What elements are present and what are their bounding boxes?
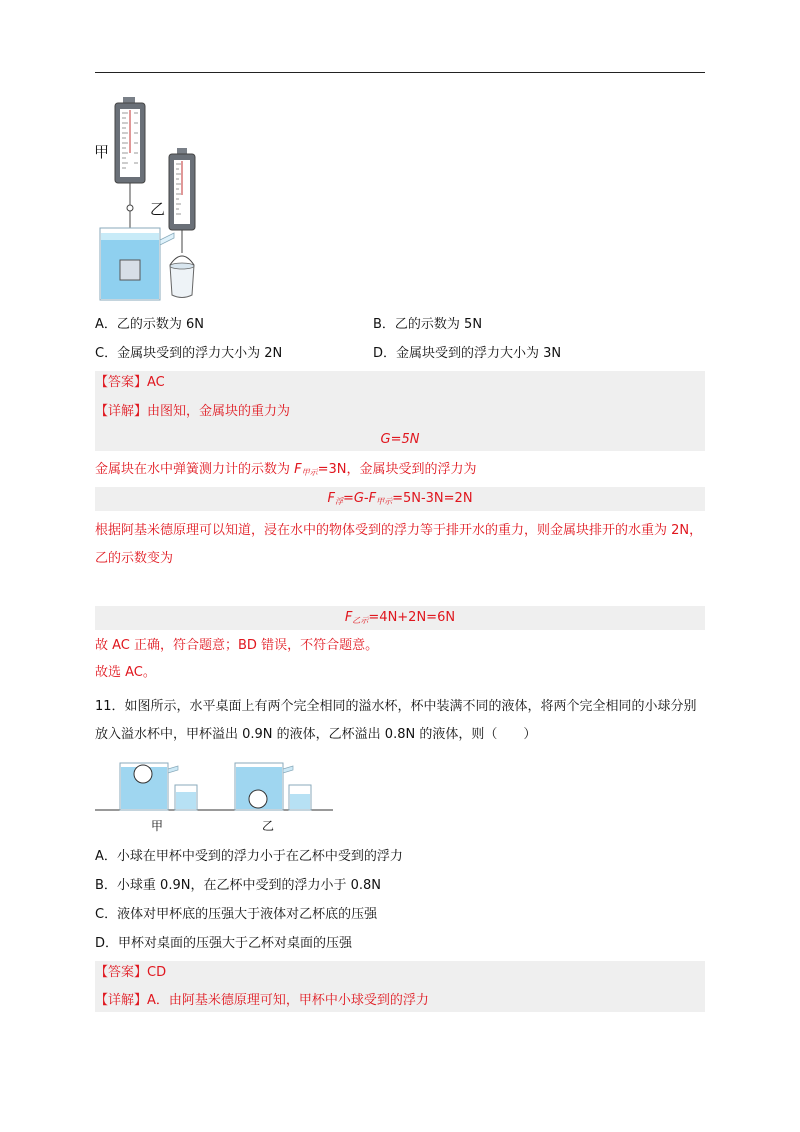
eq2-sub2: 甲示 <box>376 497 393 506</box>
header-rule <box>95 72 705 73</box>
equation-buoyancy <box>95 489 705 512</box>
equation-reading-yi <box>95 608 705 631</box>
option-c: C．金属块受到的浮力大小为 2N <box>95 346 283 361</box>
option-d: D．金属块受到的浮力大小为 3N <box>373 346 562 361</box>
option-a: A．乙的示数为 6N <box>95 317 205 332</box>
eq2-sub1: 浮 <box>334 497 343 506</box>
q11-option-d: D．甲杯对桌面的压强大于乙杯对桌面的压强 <box>95 936 353 951</box>
eq2-rest: =5N-3N=2N <box>392 491 473 506</box>
reading-text-b: =3N，金属块受到的浮力为 <box>317 462 477 477</box>
eq2-mid: =G-F <box>342 491 377 506</box>
equation-weight: G=5N <box>380 432 420 447</box>
q11-option-c: C．液体对甲杯底的压强大于液体对乙杯底的压强 <box>95 907 378 922</box>
reading-sub: 甲示 <box>301 468 318 477</box>
q11-option-b: B．小球重 0.9N，在乙杯中受到的浮力小于 0.8N <box>95 878 381 893</box>
question-11-stem: 11．如图所示，水平桌面上有两个完全相同的溢水杯，杯中装满不同的液体，将两个完全相同的小球分别放入溢水杯中，甲杯溢出 0.9N 的液体，乙杯溢出 0.8N 的液体，则（ ） <box>95 699 697 742</box>
figure-overflow-cups <box>95 755 335 835</box>
overflow-cups-diagram <box>95 755 335 815</box>
q11-detail-text: A．由阿基米德原理可知，甲杯中小球受到的浮力 <box>147 993 429 1008</box>
label-yi: 乙 <box>150 200 166 218</box>
detail-line <box>95 402 290 422</box>
q11-option-a: A．小球在甲杯中受到的浮力小于在乙杯中受到的浮力 <box>95 849 403 864</box>
figure-spring-scales <box>92 95 222 305</box>
eq2-F: F <box>327 491 335 506</box>
eq3-F: F <box>344 610 353 625</box>
reading-F: F <box>294 462 302 477</box>
cup-label-yi: 乙 <box>262 819 275 833</box>
option-b: B．乙的示数为 5N <box>373 317 483 332</box>
label-jia: 甲 <box>94 143 110 161</box>
eq3-sub: 乙示 <box>352 616 369 625</box>
reading-text-a: 金属块在水中弹簧测力计的示数为 <box>95 462 295 477</box>
reading-line <box>95 460 477 483</box>
cup-label-jia: 甲 <box>151 819 164 833</box>
q11-answer: 【答案】CD <box>95 965 167 980</box>
detail-text: 由图知，金属块的重力为 <box>147 404 291 419</box>
q11-detail-tag: 【详解】 <box>95 993 148 1008</box>
detail-tag: 【详解】 <box>95 404 148 419</box>
conclusion-2: 故选 AC。 <box>95 665 156 680</box>
conclusion-1: 故 AC 正确，符合题意；BD 错误，不符合题意。 <box>95 638 379 653</box>
answer-label: 【答案】AC <box>95 375 165 390</box>
archimedes-paragraph: 根据阿基米德原理可以知道，浸在水中的物体受到的浮力等于排开水的重力，则金属块排开的水重为 2N，乙的示数变为 <box>95 523 703 566</box>
q11-detail-line <box>95 991 429 1011</box>
eq3-rest: =4N+2N=6N <box>368 610 456 625</box>
